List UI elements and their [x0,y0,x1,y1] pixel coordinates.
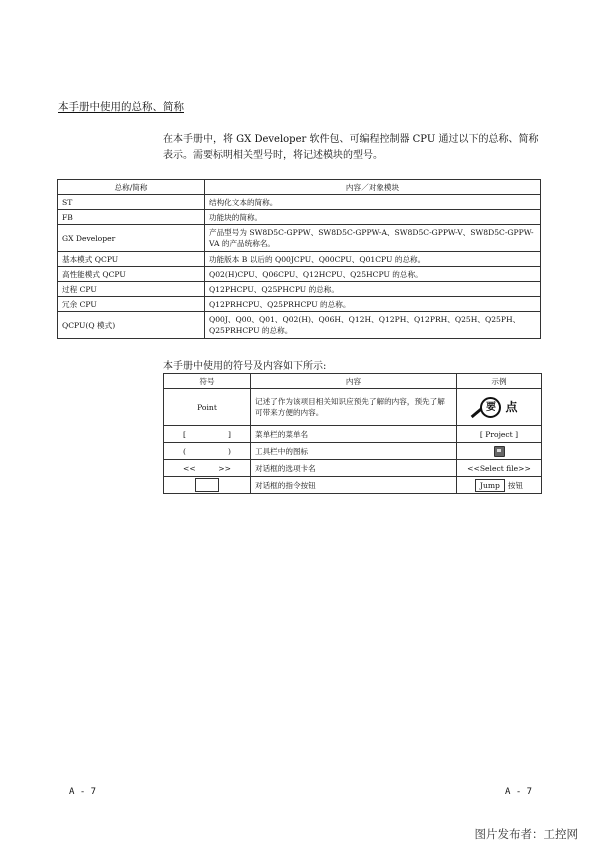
symbol-toolbar-parens [164,443,251,460]
section-heading: 本手册中使用的总称、简称 [58,101,184,113]
header-example: 示例 [457,374,542,389]
abbr-cell: FB [58,210,205,225]
button-box-icon [195,478,219,492]
paren-close: ) [228,446,231,456]
table-row [58,225,541,252]
content-cell: 功能版本 B 以后的 Q00JCPU、Q00CPU、Q01CPU 的总称。 [205,252,541,267]
symbol-tab-chevrons [164,460,251,477]
abbr-cell: GX Developer [58,225,205,252]
abbr-cell: 冗余 CPU [58,297,205,312]
content-cell: 记述了作为该项目相关知识应预先了解的内容，预先了解可带来方便的内容。 [251,389,457,426]
abbr-cell: ST [58,195,205,210]
example-cell: [ Project ] [457,426,542,443]
table-row [164,426,542,443]
content-cell: 对话框的选项卡名 [251,460,457,477]
example-cell [457,477,542,494]
content-cell: 工具栏中的图标 [251,443,457,460]
bracket-open: [ [183,429,186,439]
paren-open: ( [183,446,186,456]
table-row [58,282,541,297]
table-row [164,477,542,494]
symbol-menu-brackets [164,426,251,443]
watermark: 图片发布者：工控网 [474,827,578,841]
table-row [164,389,542,426]
table-header-row [164,374,542,389]
table-row [58,252,541,267]
abbr-cell: 高性能模式 QCPU [58,267,205,282]
bracket-close: ] [228,429,231,439]
example-cell [457,389,542,426]
example-cell [457,443,542,460]
symbol-button-box [164,477,251,494]
content-cell: 对话框的指令按钮 [251,477,457,494]
point-logo-main: 要 [480,397,501,418]
chevron-close: >> [218,463,231,473]
content-cell: 结构化文本的简称。 [205,195,541,210]
content-cell: Q12PRHCPU、Q25PRHCPU 的总称。 [205,297,541,312]
abbreviation-table [57,179,541,339]
content-cell: 菜单栏的菜单名 [251,426,457,443]
abbr-cell: 基本模式 QCPU [58,252,205,267]
symbols-table [163,373,542,494]
table-header-row [58,180,541,195]
toolbar-icon [494,446,505,457]
page-number-right: A - 7 [505,787,533,797]
content-cell: Q12PHCPU、Q25PHCPU 的总称。 [205,282,541,297]
table-row [164,443,542,460]
content-cell: 产品型号为 SW8D5C-GPPW、SW8D5C-GPPW-A、SW8D5C-GPPW-V、SW8D5C-GPPW-VA 的产品统称名。 [205,225,541,252]
table-row [58,267,541,282]
table-row [58,210,541,225]
table-row [58,195,541,210]
table-row [58,297,541,312]
abbr-cell: QCPU(Q 模式) [58,312,205,339]
jump-button-example: Jump [475,479,505,492]
intro-paragraph: 在本手册中，将 GX Developer 软件包、可编程控制器 CPU 通过以下的总称、简称表示。需要标明相关型号时，将记述模块的型号。 [163,134,539,161]
header-content: 内容 [251,374,457,389]
header-content: 内容／对象模块 [205,180,541,195]
point-magnifier-icon [480,392,517,422]
page-number-left: A - 7 [69,787,97,797]
content-cell: Q02(H)CPU、Q06CPU、Q12HCPU、Q25HCPU 的总称。 [205,267,541,282]
abbr-cell: 过程 CPU [58,282,205,297]
symbols-intro: 本手册中使用的符号及内容如下所示: [163,361,327,372]
content-cell: Q00J、Q00、Q01、Q02(H)、Q06H、Q12H、Q12PH、Q12PRH、Q25H、Q25PH、Q25PRHCPU 的总称。 [205,312,541,339]
example-cell: <<Select file>> [457,460,542,477]
table-row [164,460,542,477]
content-cell: 功能块的简称。 [205,210,541,225]
button-suffix: 按钮 [507,480,524,490]
point-logo-dot: 点 [505,399,518,414]
chevron-open: << [183,463,196,473]
header-symbol: 符号 [164,374,251,389]
table-row [58,312,541,339]
header-abbreviation: 总称/简称 [58,180,205,195]
symbol-point: Point [164,389,251,426]
